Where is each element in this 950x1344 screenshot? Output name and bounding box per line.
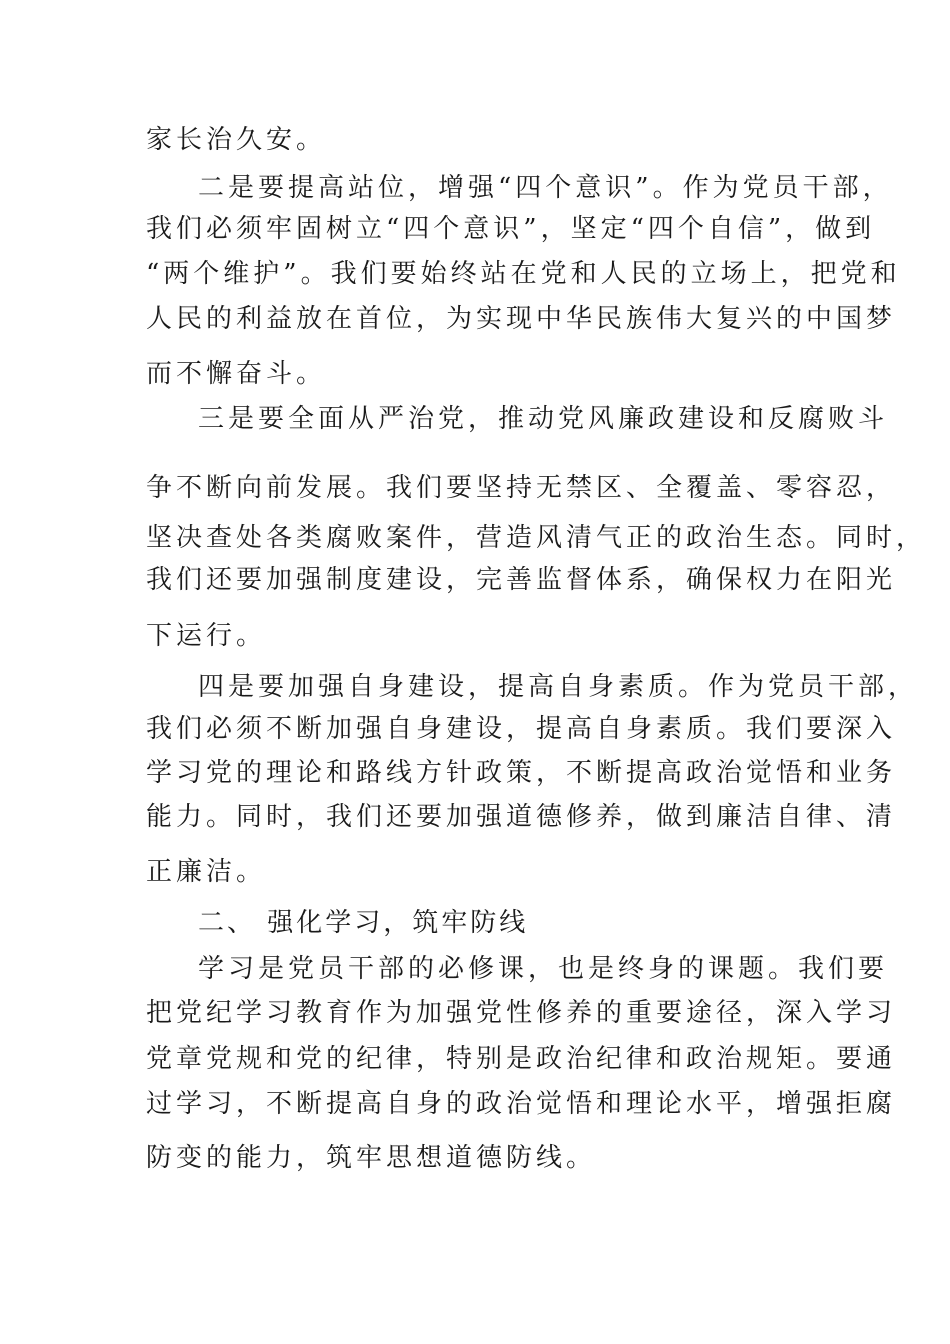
paragraph-start: 三是要全面从严治党，推动党风廉政建设和反腐败斗 xyxy=(198,404,889,434)
text-line: 防变的能力，筑牢思想道德防线。 xyxy=(146,1143,597,1173)
text-line: 能力。同时，我们还要加强道德修养，做到廉洁自律、清 xyxy=(146,802,897,832)
paragraph-start: 四是要加强自身建设，提高自身素质。作为党员干部， xyxy=(198,672,919,702)
text-line: 坚决查处各类腐败案件，营造风清气正的政治生态。同时， xyxy=(146,523,927,553)
text-line: 争不断向前发展。我们要坚持无禁区、全覆盖、零容忍， xyxy=(146,473,897,503)
text-line: 而不懈奋斗。 xyxy=(146,359,327,389)
text-line: 我们必须牢固树立“四个意识”，坚定“四个自信”，做到 xyxy=(146,214,876,244)
text-line: 正廉洁。 xyxy=(146,857,267,887)
text-line: 人民的利益放在首位，为实现中华民族伟大复兴的中国梦 xyxy=(146,304,897,334)
text-line: “两个维护”。我们要始终站在党和人民的立场上，把党和 xyxy=(146,259,901,289)
text-line: 党章党规和党的纪律，特别是政治纪律和政治规矩。要通 xyxy=(146,1044,897,1074)
text-line: 过学习，不断提高自身的政治觉悟和理论水平，增强拒腐 xyxy=(146,1089,897,1119)
text-line: 我们必须不断加强自身建设，提高自身素质。我们要深入 xyxy=(146,714,897,744)
paragraph-start: 学习是党员干部的必修课，也是终身的课题。我们要 xyxy=(198,954,889,984)
text-line: 把党纪学习教育作为加强党性修养的重要途径，深入学习 xyxy=(146,998,897,1028)
text-line: 下运行。 xyxy=(146,621,267,651)
text-line: 学习党的理论和路线方针政策，不断提高政治觉悟和业务 xyxy=(146,758,897,788)
paragraph-start: 二是要提高站位，增强“四个意识”。作为党员干部， xyxy=(198,173,893,203)
text-line: 家长治久安。 xyxy=(146,125,327,155)
section-heading: 二、 强化学习，筑牢防线 xyxy=(198,908,529,938)
text-line: 我们还要加强制度建设，完善监督体系，确保权力在阳光 xyxy=(146,565,897,595)
